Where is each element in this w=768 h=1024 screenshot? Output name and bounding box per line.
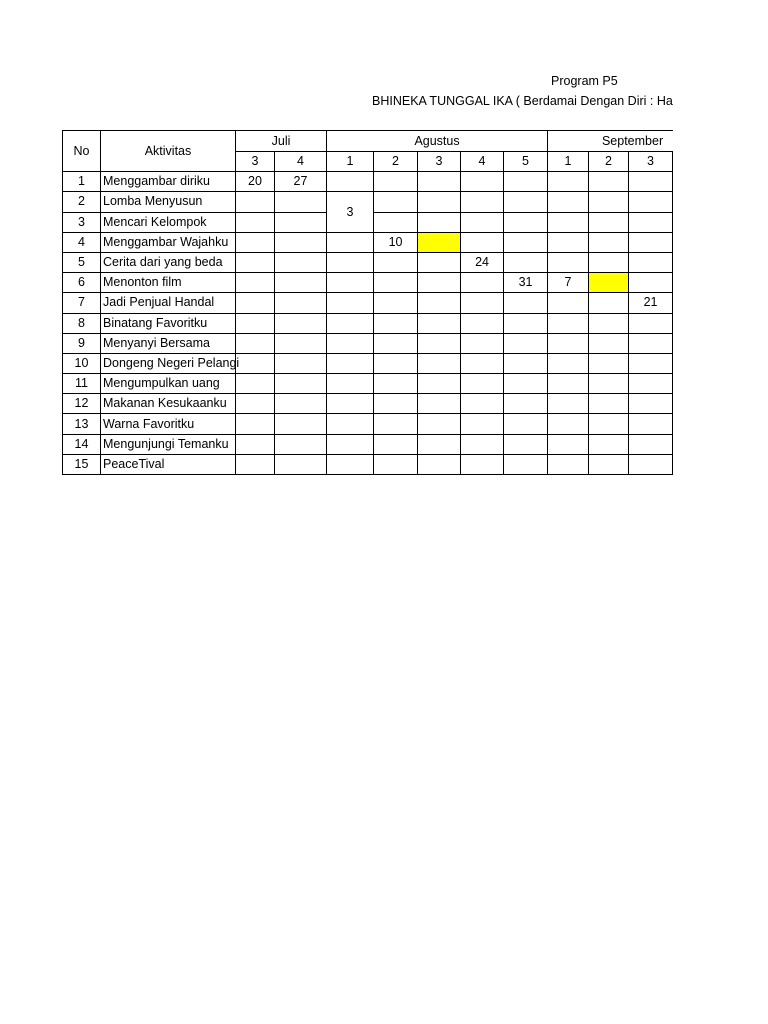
schedule-cell [275, 192, 327, 212]
schedule-cell [327, 454, 374, 474]
schedule-cell [461, 374, 504, 394]
schedule-cell [418, 212, 461, 232]
schedule-cell [418, 273, 461, 293]
table-row [63, 172, 674, 192]
schedule-cell [629, 353, 673, 373]
row-no: 5 [63, 252, 101, 272]
row-no: 7 [63, 293, 101, 313]
header-month-agustus: Agustus [327, 131, 548, 152]
schedule-cell [236, 434, 275, 454]
schedule-cell [461, 172, 504, 192]
schedule-cell: 21 [629, 293, 673, 313]
table-row [63, 293, 674, 313]
header-week: 5 [504, 152, 548, 172]
schedule-cell [374, 252, 418, 272]
header-week: 1 [548, 152, 589, 172]
schedule-cell [236, 273, 275, 293]
schedule-cell [548, 232, 589, 252]
schedule-cell [629, 232, 673, 252]
row-activity: Menonton film [101, 273, 236, 293]
table-row [63, 353, 674, 373]
schedule-cell [275, 434, 327, 454]
schedule-cell [374, 273, 418, 293]
schedule-cell [589, 353, 629, 373]
row-no: 2 [63, 192, 101, 212]
schedule-cell [589, 454, 629, 474]
row-activity: Warna Favoritku [101, 414, 236, 434]
highlighted-cell [418, 232, 461, 252]
schedule-cell [548, 333, 589, 353]
schedule-cell [629, 333, 673, 353]
row-activity: Menggambar Wajahku [101, 232, 236, 252]
schedule-cell [236, 192, 275, 212]
schedule-cell [629, 252, 673, 272]
schedule-cell [236, 374, 275, 394]
schedule-cell [589, 212, 629, 232]
schedule-cell [374, 192, 418, 212]
schedule-cell [236, 414, 275, 434]
schedule-cell [504, 252, 548, 272]
header-week: 4 [461, 152, 504, 172]
row-no: 4 [63, 232, 101, 252]
header-week: 1 [327, 152, 374, 172]
schedule-cell [504, 394, 548, 414]
row-activity: Cerita dari yang beda [101, 252, 236, 272]
schedule-cell [504, 333, 548, 353]
schedule-cell [548, 313, 589, 333]
schedule-cell [275, 333, 327, 353]
row-activity: PeaceTival [101, 454, 236, 474]
row-activity: Mengumpulkan uang [101, 374, 236, 394]
schedule-cell [275, 212, 327, 232]
row-activity: Jadi Penjual Handal [101, 293, 236, 313]
schedule-cell [548, 454, 589, 474]
schedule-cell [548, 192, 589, 212]
row-no: 1 [63, 172, 101, 192]
header-no: No [63, 131, 101, 172]
schedule-cell [327, 232, 374, 252]
schedule-cell [374, 313, 418, 333]
schedule-cell [236, 353, 275, 373]
table-row [63, 394, 674, 414]
schedule-cell [548, 293, 589, 313]
schedule-cell [629, 313, 673, 333]
schedule-cell [461, 333, 504, 353]
schedule-cell [327, 273, 374, 293]
schedule-cell [548, 353, 589, 373]
header-week: 2 [589, 152, 629, 172]
schedule-cell [629, 374, 673, 394]
header-week: 3 [418, 152, 461, 172]
header-month-september: September [548, 131, 673, 152]
row-activity: Makanan Kesukaanku [101, 394, 236, 414]
row-no: 15 [63, 454, 101, 474]
schedule-cell [327, 434, 374, 454]
schedule-cell [461, 454, 504, 474]
schedule-cell [327, 333, 374, 353]
schedule-cell [327, 414, 374, 434]
program-title: Program P5 [551, 74, 618, 88]
schedule-cell [374, 394, 418, 414]
schedule-cell [548, 172, 589, 192]
schedule-cell [275, 273, 327, 293]
row-activity: Lomba Menyusun [101, 192, 236, 212]
schedule-cell [418, 313, 461, 333]
row-activity: Menggambar diriku [101, 172, 236, 192]
schedule-cell [327, 394, 374, 414]
schedule-cell [236, 252, 275, 272]
row-no: 10 [63, 353, 101, 373]
schedule-cell [374, 172, 418, 192]
program-subtitle: BHINEKA TUNGGAL IKA ( Berdamai Dengan Diri : Ha [372, 94, 673, 108]
row-no: 11 [63, 374, 101, 394]
header-row-months [63, 131, 674, 152]
schedule-cell [236, 293, 275, 313]
schedule-cell [374, 212, 418, 232]
schedule-cell [418, 252, 461, 272]
schedule-cell [275, 454, 327, 474]
schedule-cell [374, 293, 418, 313]
schedule-cell [548, 374, 589, 394]
table-row [63, 454, 674, 474]
schedule-cell [589, 252, 629, 272]
row-no: 8 [63, 313, 101, 333]
row-no: 13 [63, 414, 101, 434]
schedule-cell [589, 434, 629, 454]
schedule-cell [504, 434, 548, 454]
row-no: 14 [63, 434, 101, 454]
schedule-cell [504, 232, 548, 252]
schedule-table [62, 130, 673, 475]
schedule-cell [275, 394, 327, 414]
schedule-cell [327, 172, 374, 192]
schedule-cell [327, 252, 374, 272]
schedule-cell [275, 232, 327, 252]
schedule-cell [589, 232, 629, 252]
schedule-sheet [62, 130, 673, 477]
schedule-cell [589, 172, 629, 192]
schedule-cell [374, 374, 418, 394]
schedule-cell: 27 [275, 172, 327, 192]
schedule-cell [461, 434, 504, 454]
schedule-cell [236, 212, 275, 232]
schedule-cell [418, 172, 461, 192]
schedule-cell [374, 333, 418, 353]
schedule-cell [327, 313, 374, 333]
schedule-cell [236, 394, 275, 414]
schedule-cell [418, 333, 461, 353]
row-no: 6 [63, 273, 101, 293]
schedule-cell [461, 353, 504, 373]
schedule-cell [504, 313, 548, 333]
table-row [63, 313, 674, 333]
schedule-cell [275, 414, 327, 434]
schedule-cell [504, 374, 548, 394]
schedule-cell [418, 353, 461, 373]
schedule-cell [548, 414, 589, 434]
schedule-cell [504, 192, 548, 212]
header-week: 4 [275, 152, 327, 172]
schedule-cell [504, 353, 548, 373]
schedule-cell: 24 [461, 252, 504, 272]
schedule-cell [629, 172, 673, 192]
table-row [63, 252, 674, 272]
table-row [63, 333, 674, 353]
schedule-cell [418, 192, 461, 212]
schedule-cell [275, 374, 327, 394]
schedule-cell [327, 353, 374, 373]
schedule-cell [418, 454, 461, 474]
schedule-cell [236, 313, 275, 333]
schedule-cell [589, 333, 629, 353]
schedule-cell: 31 [504, 273, 548, 293]
schedule-cell [629, 192, 673, 212]
header-week: 3 [236, 152, 275, 172]
schedule-cell [461, 273, 504, 293]
header-month-juli: Juli [236, 131, 327, 152]
schedule-cell-merged: 3 [327, 192, 374, 232]
schedule-cell [275, 313, 327, 333]
schedule-cell [629, 414, 673, 434]
schedule-cell [418, 414, 461, 434]
header-activity: Aktivitas [101, 131, 236, 172]
schedule-cell [461, 212, 504, 232]
schedule-cell [548, 252, 589, 272]
schedule-cell [629, 273, 673, 293]
schedule-cell [548, 212, 589, 232]
schedule-cell [589, 414, 629, 434]
schedule-cell [504, 293, 548, 313]
schedule-cell: 7 [548, 273, 589, 293]
schedule-cell [461, 232, 504, 252]
row-activity: Menyanyi Bersama [101, 333, 236, 353]
schedule-cell [589, 293, 629, 313]
schedule-cell [629, 212, 673, 232]
schedule-cell [418, 374, 461, 394]
schedule-cell [461, 394, 504, 414]
row-activity: Mencari Kelompok [101, 212, 236, 232]
row-activity: Binatang Favoritku [101, 313, 236, 333]
schedule-cell [589, 192, 629, 212]
schedule-cell [275, 353, 327, 373]
table-row [63, 232, 674, 252]
schedule-cell: 10 [374, 232, 418, 252]
table-row [63, 192, 674, 212]
schedule-cell [504, 454, 548, 474]
schedule-cell [275, 293, 327, 313]
schedule-cell [275, 252, 327, 272]
schedule-cell [236, 232, 275, 252]
schedule-cell [236, 454, 275, 474]
row-activity: Mengunjungi Temanku [101, 434, 236, 454]
row-no: 3 [63, 212, 101, 232]
schedule-cell [418, 394, 461, 414]
schedule-cell [589, 313, 629, 333]
header-week: 2 [374, 152, 418, 172]
row-no: 12 [63, 394, 101, 414]
schedule-cell [629, 394, 673, 414]
schedule-cell [327, 293, 374, 313]
schedule-cell [629, 454, 673, 474]
table-row [63, 414, 674, 434]
schedule-cell [418, 293, 461, 313]
row-activity: Dongeng Negeri Pelangi [101, 353, 236, 373]
table-row [63, 374, 674, 394]
schedule-cell: 20 [236, 172, 275, 192]
schedule-cell [504, 172, 548, 192]
schedule-cell [504, 414, 548, 434]
schedule-cell [374, 353, 418, 373]
schedule-cell [374, 454, 418, 474]
schedule-cell [461, 414, 504, 434]
schedule-cell [548, 394, 589, 414]
schedule-cell [461, 293, 504, 313]
schedule-cell [374, 414, 418, 434]
schedule-cell [589, 374, 629, 394]
schedule-cell [548, 434, 589, 454]
schedule-cell [589, 394, 629, 414]
schedule-cell [461, 313, 504, 333]
schedule-cell [374, 434, 418, 454]
table-row [63, 273, 674, 293]
table-row [63, 434, 674, 454]
header-week: 3 [629, 152, 673, 172]
schedule-cell [236, 333, 275, 353]
schedule-cell [461, 192, 504, 212]
schedule-cell [327, 374, 374, 394]
schedule-cell [418, 434, 461, 454]
schedule-cell [504, 212, 548, 232]
highlighted-cell [589, 273, 629, 293]
row-no: 9 [63, 333, 101, 353]
schedule-cell [629, 434, 673, 454]
